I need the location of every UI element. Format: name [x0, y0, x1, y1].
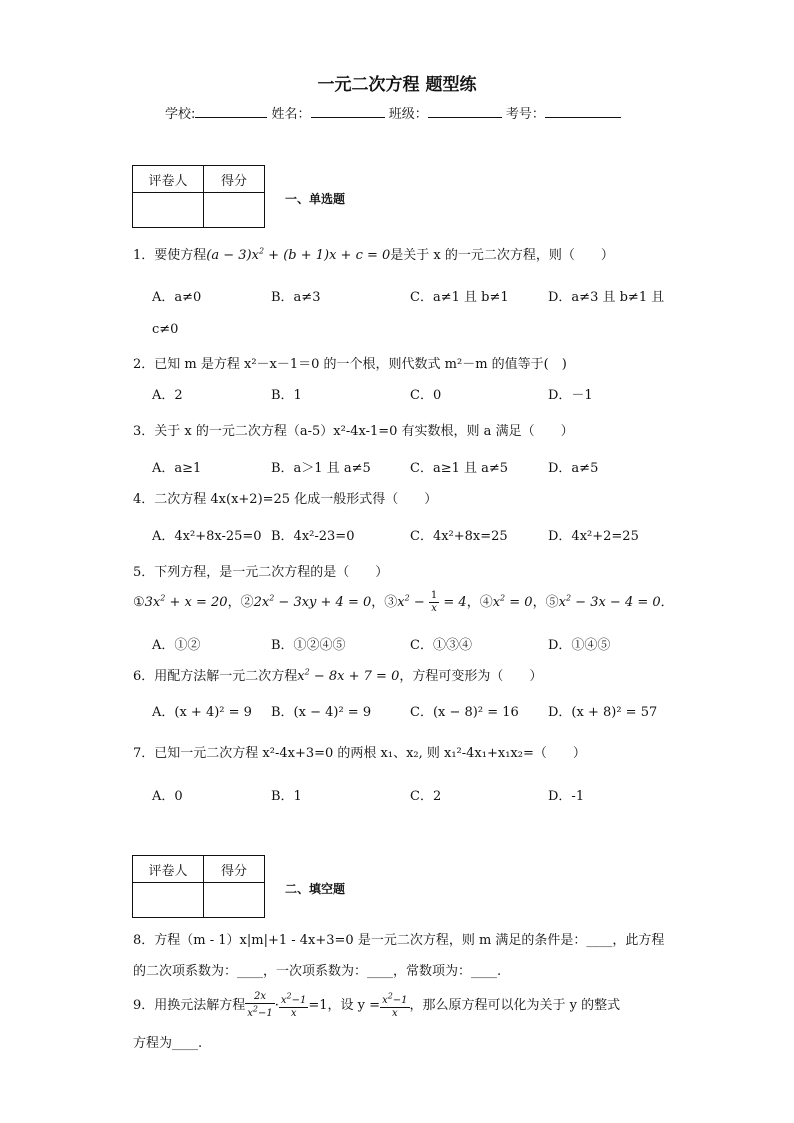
- question-4: 4．二次方程 4x(x+2)=25 化成一般形式得（ ）: [133, 492, 438, 507]
- q9-mid: =1，设 y =: [308, 998, 381, 1014]
- q1-option-a[interactable]: A．a≠0: [152, 290, 202, 305]
- score-cell[interactable]: [204, 193, 265, 228]
- q1-option-b[interactable]: B．a≠3: [271, 290, 321, 305]
- q6-option-b[interactable]: B．(x − 4)² = 9: [271, 705, 372, 720]
- q5-option-c[interactable]: C．①③④: [410, 638, 472, 653]
- name-label: 姓名：: [271, 107, 311, 122]
- q1-option-d[interactable]: D．a≠3 且 b≠1 且: [548, 290, 665, 305]
- q9-prefix: 9．用换元法解方程: [133, 998, 246, 1014]
- question-8-line-2: 的二次项系数为：____，一次项系数为：____，常数项为：____.: [133, 964, 502, 979]
- q6-option-c[interactable]: C．(x − 8)² = 16: [410, 705, 519, 720]
- q4-option-a[interactable]: A．4x²+8x-25=0: [152, 529, 262, 544]
- q3-option-d[interactable]: D．a≠5: [548, 461, 599, 476]
- q2-option-d[interactable]: D．－1: [548, 388, 593, 403]
- grade-table-1: [132, 165, 265, 228]
- number-blank[interactable]: [545, 105, 621, 118]
- q5-option-d[interactable]: D．①④⑤: [548, 638, 611, 653]
- question-6: 6．用配方法解一元二次方程$x^2 - 8x + 7 = 0$，方程可变形为（ ）: [133, 667, 543, 684]
- section-heading-1: 一、单选题: [285, 192, 346, 206]
- q4-option-c[interactable]: C．4x²+8x=25: [410, 529, 508, 544]
- score-header-2: 得分: [204, 856, 265, 883]
- number-label: 考号：: [505, 107, 545, 122]
- q3-option-c[interactable]: C．a≥1 且 a≠5: [410, 461, 509, 476]
- q1-option-d-cont: c≠0: [152, 322, 179, 337]
- question-5: 5．下列方程，是一元二次方程的是（ ）: [133, 565, 389, 580]
- q5-equations: $①3x^2 + x = 20$，$②2x^2 - 3xy + 4 = 0$，$③x^2$ − $\frac{1}{x}$ = 4，$④x^2 = 0$，$⑤x^2 - 3x - 4 = 0$．: [133, 590, 674, 614]
- q7-option-d[interactable]: D．-1: [548, 789, 585, 804]
- q3-option-b[interactable]: B．a＞1 且 a≠5: [271, 461, 371, 476]
- school-blank[interactable]: [195, 105, 267, 118]
- q2-option-a[interactable]: A．2: [152, 388, 183, 403]
- student-info-line: [165, 103, 621, 122]
- q4-option-d[interactable]: D．4x²+2=25: [548, 529, 639, 544]
- q7-option-b[interactable]: B．1: [271, 789, 302, 804]
- reviewer-header-2: 评卷人: [133, 856, 204, 883]
- q2-option-c[interactable]: C．0: [410, 388, 442, 403]
- q4-option-b[interactable]: B．4x²-23=0: [271, 529, 355, 544]
- score-header: 得分: [204, 166, 265, 193]
- q1-prefix: 1．要使方程: [133, 248, 207, 263]
- q1-option-c[interactable]: C．a≠1 且 b≠1: [410, 290, 509, 305]
- reviewer-header: 评卷人: [133, 166, 204, 193]
- question-9: 9．用换元法解方程 $\frac{2x}{x^2-1}$ · $\frac{x^2-1}{x}$ =1，设 y = $\frac{x^2-1}{x}$ ，那么原方程可以化为关于 y 的整式: [133, 991, 621, 1020]
- q6-option-a[interactable]: A．(x + 4)² = 9: [152, 705, 252, 720]
- section-heading-2: 二、填空题: [285, 882, 346, 896]
- q9-suffix: ，那么原方程可以化为关于 y 的整式: [409, 998, 621, 1014]
- page-title: 一元二次方程 题型练: [317, 75, 477, 95]
- question-8-line-1: 8．方程（m - 1）x|m|+1 - 4x+3=0 是一元二次方程，则 m 满足的条件是：____，此方程: [133, 933, 665, 948]
- reviewer-cell-2[interactable]: [133, 883, 204, 918]
- score-cell-2[interactable]: [204, 883, 265, 918]
- q5-option-b[interactable]: B．①②④⑤: [271, 638, 346, 653]
- question-1: 1．要使方程$(a - 3)x^2 + (b + 1)x + c = 0$是关于 x 的一元二次方程，则（ ）: [133, 246, 614, 263]
- school-label: 学校:: [165, 107, 196, 122]
- question-3: 3．关于 x 的一元二次方程（a-5）x²-4x-1=0 有实数根，则 a 满足（ ）: [133, 424, 574, 439]
- question-9-line-2: 方程为____.: [133, 1036, 203, 1051]
- q2-option-b[interactable]: B．1: [271, 388, 302, 403]
- q6-option-d[interactable]: D．(x + 8)² = 57: [548, 705, 658, 720]
- q5-option-a[interactable]: A．①②: [152, 638, 201, 653]
- question-7: 7．已知一元二次方程 x²-4x+3=0 的两根 x₁、x₂, 则 x₁²-4x₁+x₁x₂=（ ）: [133, 746, 586, 761]
- grade-table-2: [132, 855, 265, 918]
- q6-suffix: ，方程可变形为（ ）: [399, 669, 543, 684]
- q7-option-c[interactable]: C．2: [410, 789, 442, 804]
- q7-option-a[interactable]: A．0: [152, 789, 183, 804]
- class-label: 班级：: [388, 107, 428, 122]
- reviewer-cell[interactable]: [133, 193, 204, 228]
- q3-option-a[interactable]: A．a≥1: [152, 461, 202, 476]
- class-blank[interactable]: [428, 105, 502, 118]
- q6-prefix: 6．用配方法解一元二次方程: [133, 669, 298, 684]
- question-2: 2．已知 m 是方程 x²－x－1＝0 的一个根，则代数式 m²－m 的值等于( ): [133, 357, 567, 372]
- q1-suffix: 是关于 x 的一元二次方程，则（ ）: [390, 248, 614, 263]
- name-blank[interactable]: [311, 105, 385, 118]
